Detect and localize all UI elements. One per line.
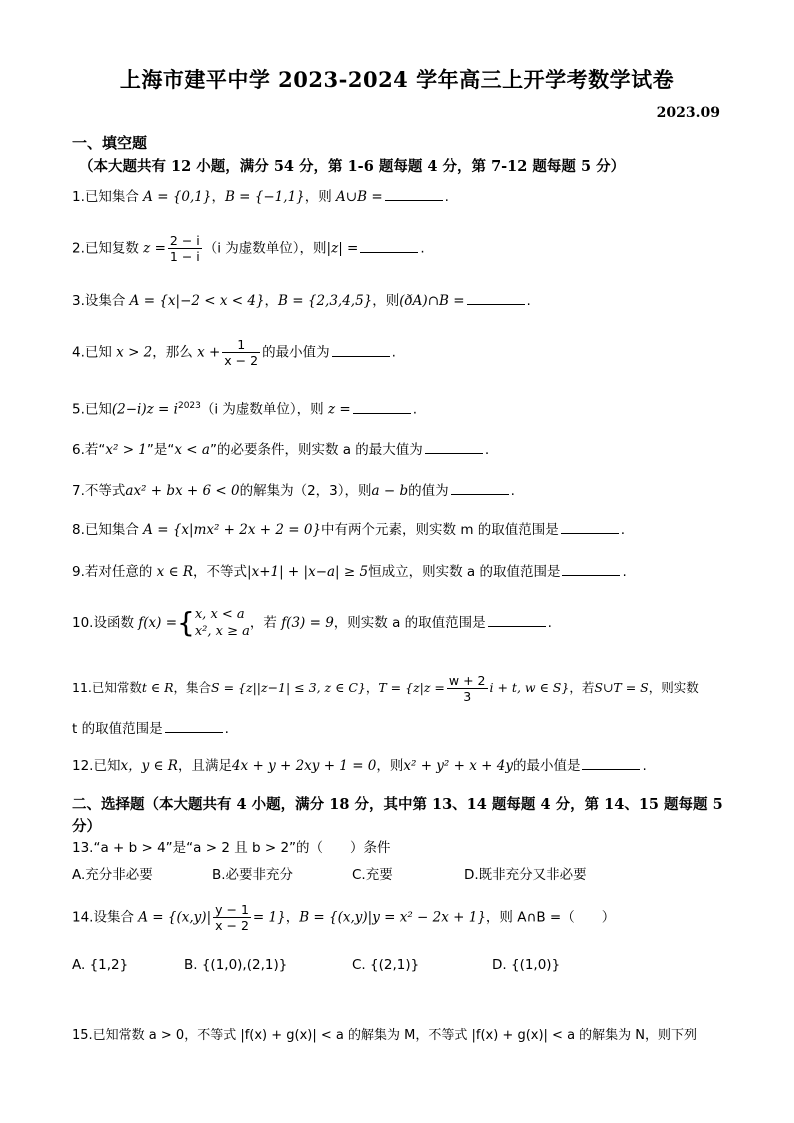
answer-blank[interactable]	[165, 720, 223, 733]
answer-blank[interactable]	[451, 482, 509, 495]
exam-date: 2023.09	[656, 105, 720, 121]
question-7: 7.不等式ax² + bx + 6 < 0的解集为（2，3），则a − b的值为 .	[72, 483, 515, 499]
question-8: 8.已知集合 A = {x|mx² + 2x + 2 = 0}中有两个元素，则实数 m 的取值范围是 .	[72, 522, 626, 538]
fraction: $\frac{w + 2}{3}$	[448, 673, 486, 704]
left-brace: {	[177, 606, 195, 639]
q13-option-a[interactable]: A.充分非必要	[72, 867, 153, 883]
question-14: 14.设集合 A = {(x,y)| $\frac{y - 1}{x - 2}$ = 1}，B = {(x,y)|y = x² − 2x + 1}，则 A∩B =（ ）	[72, 902, 616, 933]
fraction: $\frac{1}{x - 2}$	[224, 337, 259, 368]
question-15: 15.已知常数 a > 0，不等式 |f(x) + g(x)| < a 的解集为 M，不等式 |f(x) + g(x)| < a 的解集为 N，则下列	[72, 1028, 698, 1043]
exam-title: 上海市建平中学 2023-2024 学年高三上开学考数学试卷	[119, 67, 675, 92]
question-10: 10.设函数 f(x) ={ x, x < a x², x ≥ a ，若 f(3) = 9，则实数 a 的取值范围是 .	[72, 606, 552, 639]
question-9: 9.若对任意的 x ∈ R，不等式|x+1| + |x−a| ≥ 5恒成立，则实数 a 的取值范围是 .	[72, 564, 627, 580]
section-fill-in-note: （本大题共有 12 小题，满分 54 分，第 1-6 题每题 4 分，第 7-12 题每题 5 分）	[79, 158, 626, 175]
question-13: 13.“a + b > 4”是“a > 2 且 b > 2”的（ ）条件	[72, 840, 391, 856]
question-2: 2.已知复数 z = $\frac{2 - i}{1 - i}$ （i 为虚数单位），则|z| = .	[72, 233, 425, 264]
fraction: $\frac{2 - i}{1 - i}$	[169, 233, 200, 264]
answer-blank[interactable]	[332, 344, 390, 357]
question-1: 1.已知集合 A = {0,1}，B = {−1,1}，则 A∪B = .	[72, 189, 449, 205]
question-12: 12.已知x，y ∈ R，且满足4x + y + 2xy + 1 = 0，则x² + y² + x + 4y的最小值是 .	[72, 758, 647, 774]
answer-blank[interactable]	[360, 240, 418, 253]
answer-blank[interactable]	[561, 521, 619, 534]
fraction: $\frac{y - 1}{x - 2}$	[215, 902, 249, 933]
answer-blank[interactable]	[353, 401, 411, 414]
q13-option-b[interactable]: B.必要非充分	[212, 867, 294, 883]
question-6: 6.若“x² > 1”是“x < a”的必要条件，则实数 a 的最大值为 .	[72, 442, 490, 458]
answer-blank[interactable]	[467, 292, 525, 305]
answer-blank[interactable]	[562, 563, 620, 576]
answer-blank[interactable]	[488, 614, 546, 627]
q14-option-b[interactable]: B. {(1,0),(2,1)}	[184, 957, 288, 973]
q14-option-c[interactable]: C. {(2,1)}	[352, 957, 420, 973]
answer-blank[interactable]	[385, 188, 443, 201]
piecewise-cases: x, x < a x², x ≥ a	[194, 607, 250, 639]
question-4: 4.已知 x > 2，那么 x + $\frac{1}{x - 2}$ 的最小值为 .	[72, 337, 396, 368]
q14-option-d[interactable]: D. {(1,0)}	[492, 957, 561, 973]
question-11: 11.已知常数t ∈ R，集合S = {z||z−1| ≤ 3, z ∈ C}，T = {z|z = $\frac{w + 2}{3}$ i + t, w ∈ S}，若S∪T = S，则实数	[72, 673, 699, 704]
question-11-line-2: t 的取值范围是 .	[72, 721, 229, 737]
question-3: 3.设集合 A = {x|−2 < x < 4}，B = {2,3,4,5}，则(ðA)∩B = .	[72, 293, 531, 309]
q13-option-c[interactable]: C.充要	[352, 867, 393, 883]
section-choice-heading: 二、选择题（本大题共有 4 小题，满分 18 分，其中第 13、14 题每题 4 分，第 14、15 题每题 5	[72, 796, 723, 813]
question-5: 5.已知$(2-i)z = i^{2023}(i$ 为虚数单位），则 z = .	[72, 401, 417, 418]
section-choice-heading-cont: 分）	[72, 818, 101, 835]
answer-blank[interactable]	[582, 757, 640, 770]
q14-option-a[interactable]: A. {1,2}	[72, 957, 129, 973]
q13-option-d[interactable]: D.既非充分又非必要	[464, 867, 587, 883]
section-fill-in-heading: 一、填空题	[72, 134, 148, 152]
answer-blank[interactable]	[425, 441, 483, 454]
